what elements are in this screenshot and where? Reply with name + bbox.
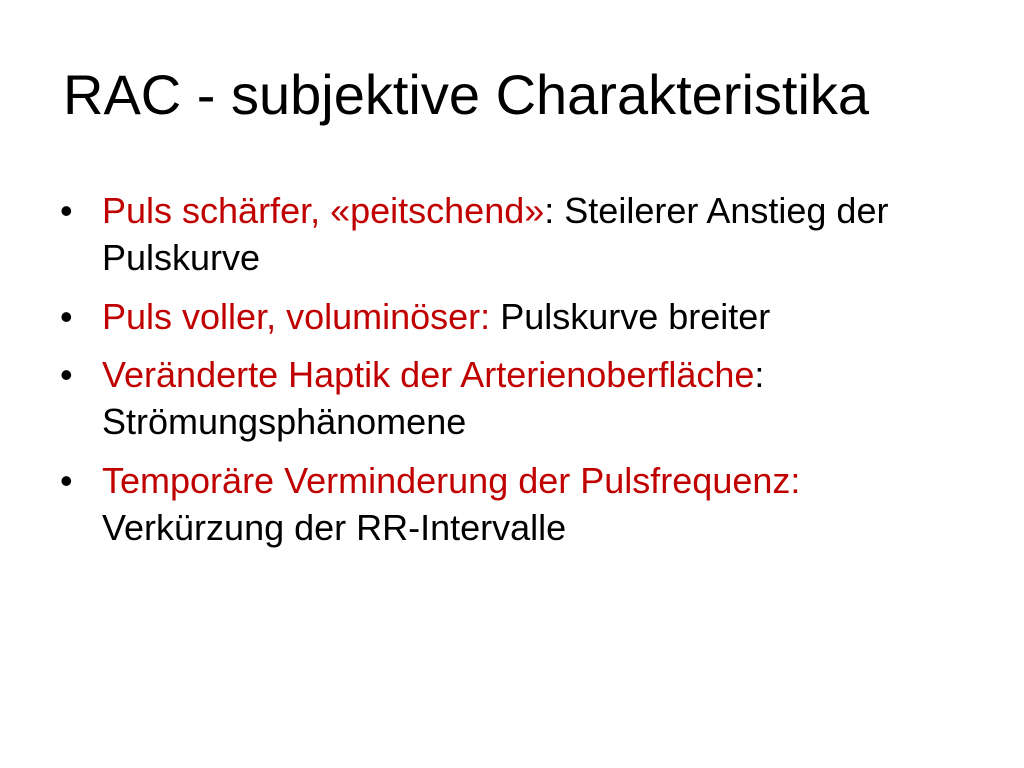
bullet-dot-icon: •: [60, 354, 73, 396]
bullet-item: [60, 352, 960, 446]
bullet-list: [60, 188, 960, 564]
bullet-colon: :: [790, 459, 801, 501]
bullet-colon: :: [544, 190, 555, 231]
bullet-item: [60, 188, 960, 282]
bullet-colon: :: [480, 295, 491, 337]
slide-title: RAC - subjektive Charakteristika: [63, 63, 870, 126]
bullet-dot-icon: •: [60, 459, 73, 501]
bullet-dot-icon: •: [60, 190, 73, 231]
bullet-highlight: Temporäre Verminderung der Pulsfrequenz: [102, 459, 791, 501]
bullet-item: [60, 294, 960, 341]
bullet-text: Strömungsphänomene: [102, 401, 467, 443]
bullet-colon: :: [754, 354, 765, 396]
bullet-item: [60, 458, 960, 552]
bullet-highlight: Puls voller, voluminöser: [102, 295, 481, 337]
bullet-highlight: Veränderte Haptik der Arterienoberfläche: [102, 354, 755, 396]
bullet-highlight: Puls schärfer, «peitschend»: [102, 190, 545, 231]
bullet-text: Verkürzung der RR-Intervalle: [102, 506, 567, 548]
bullet-text: Steilerer Anstieg der Pulskurve: [102, 190, 889, 278]
bullet-text: Pulskurve breiter: [490, 295, 771, 337]
bullet-dot-icon: •: [60, 295, 73, 337]
